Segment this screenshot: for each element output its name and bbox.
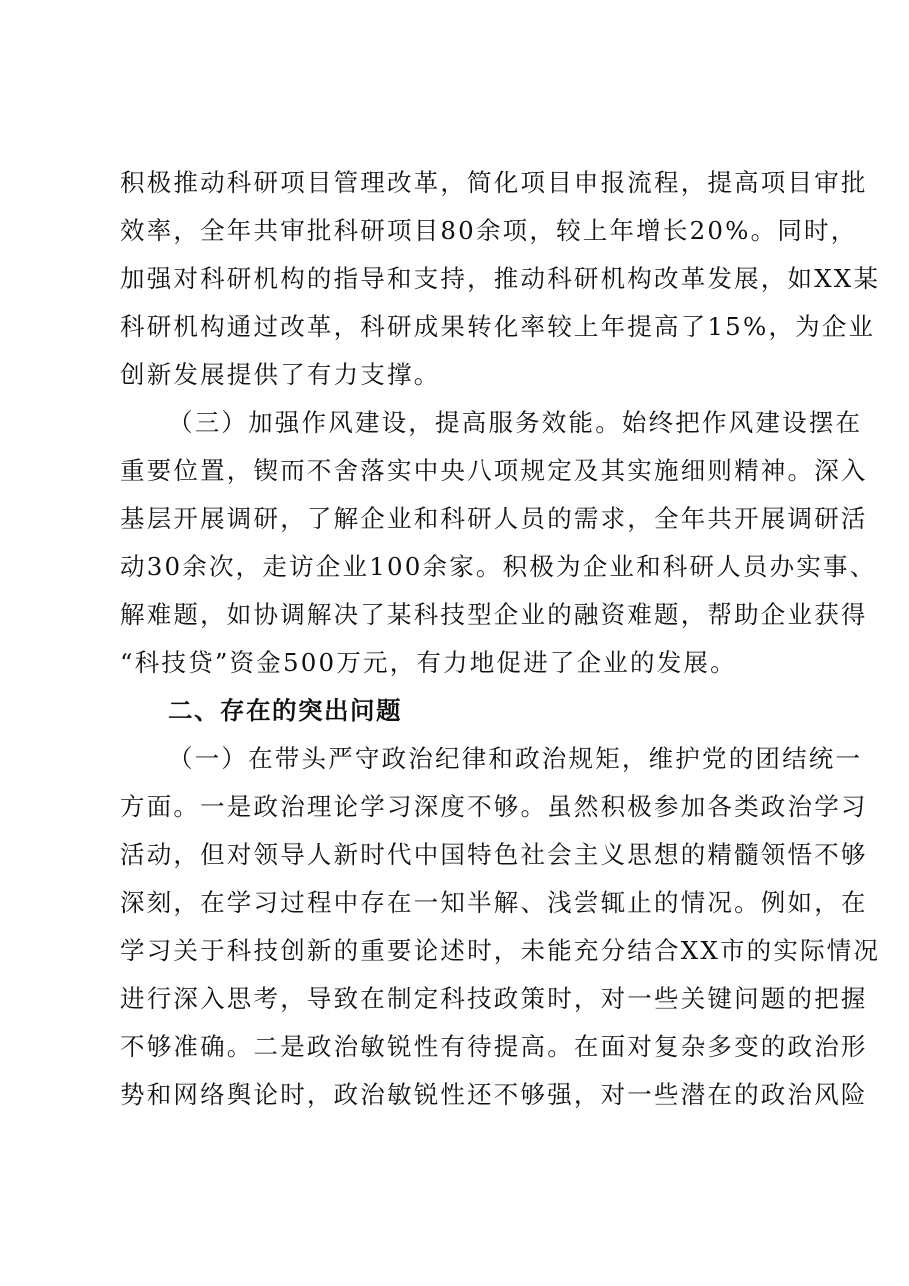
paragraph-line: 创新发展提供了有力支撑。: [120, 360, 441, 389]
paragraph-line: 不够准确。二是政治敏锐性有待提高。在面对复杂多变的政治形: [120, 1032, 868, 1061]
paragraph-line: “科技贷”资金500万元，有力地促进了企业的发展。: [120, 648, 737, 677]
paragraph-line: 重要位置，锲而不舍落实中央八项规定及其实施细则精神。深入: [120, 456, 868, 485]
section-paragraph-start: （三）加强作风建设，提高服务效能。始终把作风建设摆在: [168, 408, 863, 437]
paragraph-line: 科研机构通过改革，科研成果转化率较上年提高了15%，为企业: [120, 312, 876, 341]
section-heading: 二、存在的突出问题: [168, 696, 402, 725]
paragraph-line: 解难题，如协调解决了某科技型企业的融资难题，帮助企业获得: [120, 600, 868, 629]
paragraph-line: 学习关于科技创新的重要论述时，未能充分结合XX市的实际情况: [120, 936, 881, 965]
paragraph-line: 动30余次，走访企业100余家。积极为企业和科研人员办实事、: [120, 552, 877, 581]
paragraph-line: 进行深入思考，导致在制定科技政策时，对一些关键问题的把握: [120, 984, 868, 1013]
section-paragraph-start: （一）在带头严守政治纪律和政治规矩，维护党的团结统一: [168, 744, 863, 773]
paragraph-line: 效率，全年共审批科研项目80余项，较上年增长20%。同时，: [120, 216, 858, 245]
paragraph-line: 基层开展调研，了解企业和科研人员的需求，全年共开展调研活: [120, 504, 868, 533]
paragraph-line: 积极推动科研项目管理改革，简化项目申报流程，提高项目审批: [120, 168, 868, 197]
paragraph-line: 活动，但对领导人新时代中国特色社会主义思想的精髓领悟不够: [120, 840, 868, 869]
paragraph-line: 势和网络舆论时，政治敏锐性还不够强，对一些潜在的政治风险: [120, 1080, 868, 1109]
paragraph-line: 方面。一是政治理论学习深度不够。虽然积极参加各类政治学习: [120, 792, 868, 821]
paragraph-line: 加强对科研机构的指导和支持，推动科研机构改革发展，如XX某: [120, 264, 881, 293]
paragraph-line: 深刻，在学习过程中存在一知半解、浅尝辄止的情况。例如，在: [120, 888, 868, 917]
